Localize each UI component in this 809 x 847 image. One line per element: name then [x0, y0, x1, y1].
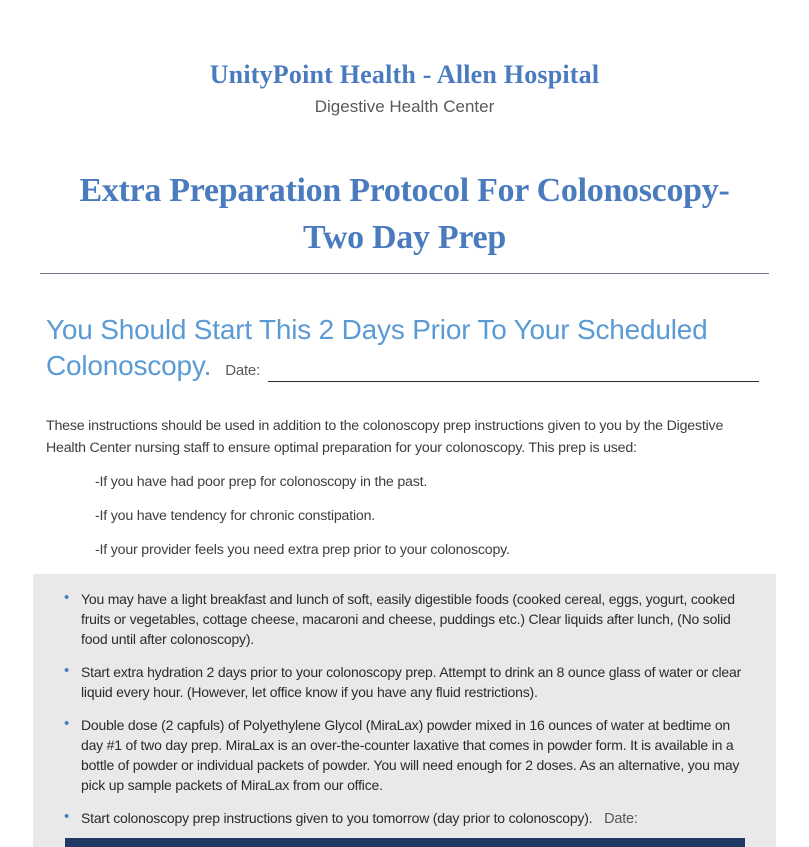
bullet-dot-icon: •	[64, 808, 70, 825]
bullet-dot-icon: •	[64, 589, 70, 606]
bullet-dot-icon: •	[64, 662, 70, 679]
instruction-text: Start colonoscopy prep instructions given to you tomorrow (day prior to colonoscopy).	[81, 810, 593, 826]
bullet-dot-icon: •	[64, 715, 70, 732]
date-label: Date:	[225, 362, 261, 379]
date-label: Date:	[604, 811, 638, 827]
letterhead	[0, 0, 809, 117]
section-heading-line1: You Should Start This 2 Days Prior To Your Scheduled	[46, 314, 708, 345]
title-divider-rule	[40, 273, 769, 274]
instruction-text: You may have a light breakfast and lunch of soft, easily digestible foods (cooked cereal, eggs, yogurt, cooked fruits or vegetables, cottage cheese, macaroni and cheese, puddings etc.) Clear liquids after lunch, (No solid food until after colonoscopy).	[81, 591, 735, 647]
instruction-text: Double dose (2 capfuls) of Polyethylene Glycol (MiraLax) powder mixed in 16 ounces of water at bedtime on day #1 of two day prep. MiraLax is an over-the-counter laxative that comes in powder form. It is available in a bottle of powder or individual packets of powder. You will need enough for 2 doses. As an alternative, you may pick up sample packets of MiraLax from our office.	[81, 717, 740, 793]
organization-name: UnityPoint Health - Allen Hospital	[209, 60, 600, 89]
condition-item: -If your provider feels you need extra prep prior to your colonoscopy.	[95, 542, 510, 558]
condition-item: -If you have tendency for chronic constipation.	[95, 508, 376, 524]
section-heading-line2: Colonoscopy.	[46, 350, 212, 381]
document-title	[0, 167, 809, 261]
next-section-top-bar	[65, 838, 745, 847]
instruction-box	[33, 574, 776, 847]
document-title-line1: Extra Preparation Protocol For Colonoscopy-	[79, 172, 730, 209]
document-title-line2: Two Day Prep	[303, 219, 506, 256]
department-name: Digestive Health Center	[314, 97, 495, 116]
condition-list	[0, 472, 809, 561]
date-blank-line	[268, 381, 759, 382]
intro-paragraph: These instructions should be used in addition to the colonoscopy prep instructions given to you by the Digestive Health Center nursing staff to ensure optimal preparation for your colonoscopy. This prep is used:	[46, 418, 724, 456]
condition-item: -If you have had poor prep for colonoscopy in the past.	[95, 474, 428, 490]
instruction-text: Start extra hydration 2 days prior to your colonoscopy prep. Attempt to drink an 8 ounce glass of water or clear liquid every hour. (However, let office know if you have any fluid restrictions).	[81, 664, 742, 700]
instruction-bullet	[64, 715, 748, 795]
instruction-bullet	[64, 589, 748, 649]
section-heading	[46, 312, 761, 389]
instruction-bullet	[64, 662, 748, 702]
